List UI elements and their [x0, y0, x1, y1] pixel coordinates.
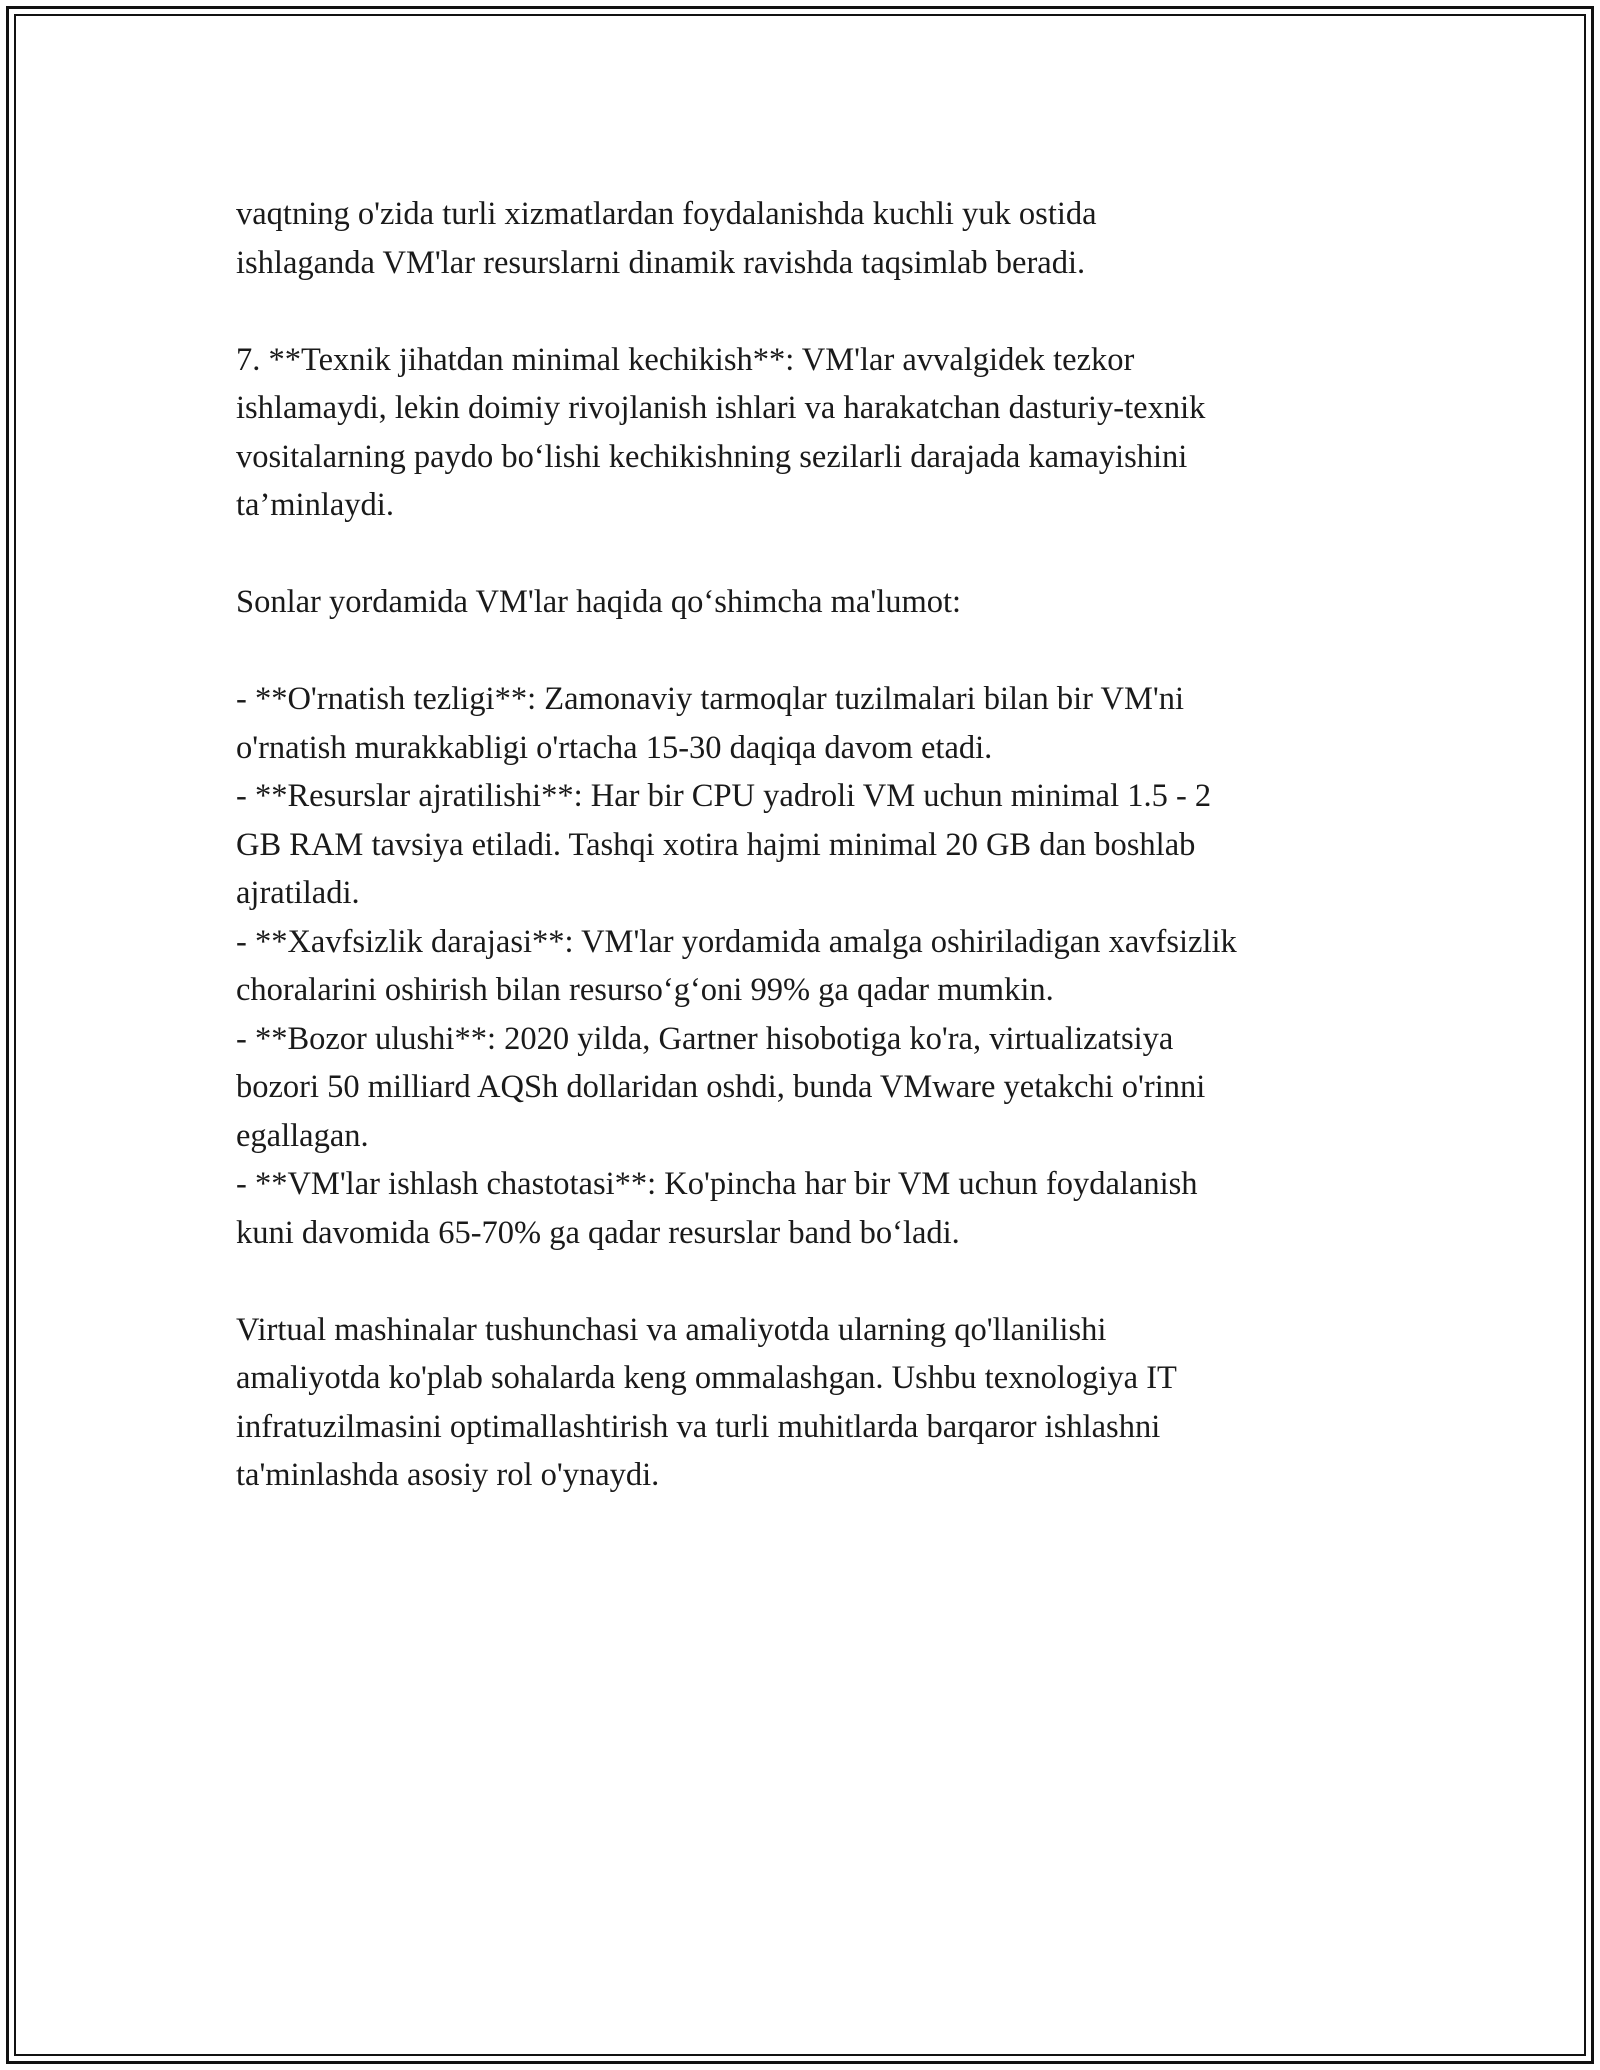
list-item-7 [236, 336, 1406, 530]
bullet-usage-frequency [236, 1160, 1406, 1257]
paragraph-gap [236, 1257, 1406, 1306]
text-line: vaqtning o'zida turli xizmatlardan foydalanishda kuchli yuk ostida [236, 196, 1097, 232]
text-line: ishlaganda VM'lar resurslarni dinamik ravishda taqsimlab beradi. [236, 244, 1086, 281]
bullet-security-level [236, 918, 1406, 1015]
text-line: bozori 50 milliard AQSh dollaridan oshdi, bunda VMware yetakchi o'rinni [236, 1069, 1206, 1105]
conclusion-paragraph [236, 1306, 1406, 1500]
text-line: - **Bozor ulushi**: 2020 yilda, Gartner hisobotiga ko'ra, virtualizatsiya [236, 1020, 1174, 1057]
text-line: vositalarning paydo bo‘lishi kechikishning sezilarli darajada kamayishini [236, 438, 1188, 475]
text-line: ta’minlaydi. [236, 487, 394, 523]
text-line: 7. **Texnik jihatdan minimal kechikish**: VM'lar avvalgidek tezkor [236, 341, 1135, 378]
text-line: Virtual mashinalar tushunchasi va amaliyotda ularning qo'llanilishi [236, 1311, 1107, 1348]
paragraph-gap [236, 287, 1406, 336]
text-line: - **VM'lar ishlash chastotasi**: Ko'pincha har bir VM uchun foydalanish [236, 1166, 1198, 1202]
text-line: ajratiladi. [236, 875, 360, 911]
text-line: GB RAM tavsiya etiladi. Tashqi xotira hajmi minimal 20 GB dan boshlab [236, 826, 1196, 863]
text-line: o'rnatish murakkabligi o'rtacha 15-30 daqiqa davom etadi. [236, 729, 993, 766]
text-line: egallagan. [236, 1117, 369, 1154]
text-line: - **O'rnatish tezligi**: Zamonaviy tarmoqlar tuzilmalari bilan bir VM'ni [236, 681, 1184, 717]
document-body [236, 190, 1406, 1500]
text-line: infratuzilmasini optimallashtirish va turli muhitlarda barqaror ishlashni [236, 1408, 1161, 1445]
bullet-installation-speed [236, 675, 1406, 772]
bullet-market-share [236, 1015, 1406, 1161]
numbers-heading [236, 578, 1406, 627]
paragraph-gap [236, 627, 1406, 676]
text-line: kuni davomida 65-70% ga qadar resurslar band bo‘ladi. [236, 1214, 960, 1251]
text-line: - **Xavfsizlik darajasi**: VM'lar yordamida amalga oshiriladigan xavfsizlik [236, 923, 1237, 960]
text-line: amaliyotda ko'plab sohalarda keng ommalashgan. Ushbu texnologiya IT [236, 1360, 1177, 1396]
text-line: ishlamaydi, lekin doimiy rivojlanish ishlari va harakatchan dasturiy-texnik [236, 390, 1206, 426]
text-line: choralarini oshirish bilan resurso‘g‘oni 99% ga qadar mumkin. [236, 972, 1054, 1008]
bullet-list [236, 675, 1406, 1257]
intro-paragraph [236, 190, 1406, 287]
paragraph-gap [236, 530, 1406, 579]
text-line: ta'minlashda asosiy rol o'ynaydi. [236, 1457, 660, 1493]
text-line: - **Resurslar ajratilishi**: Har bir CPU yadroli VM uchun minimal 1.5 - 2 [236, 778, 1212, 814]
bullet-resource-allocation [236, 772, 1406, 918]
text-line: Sonlar yordamida VM'lar haqida qo‘shimcha ma'lumot: [236, 584, 962, 620]
